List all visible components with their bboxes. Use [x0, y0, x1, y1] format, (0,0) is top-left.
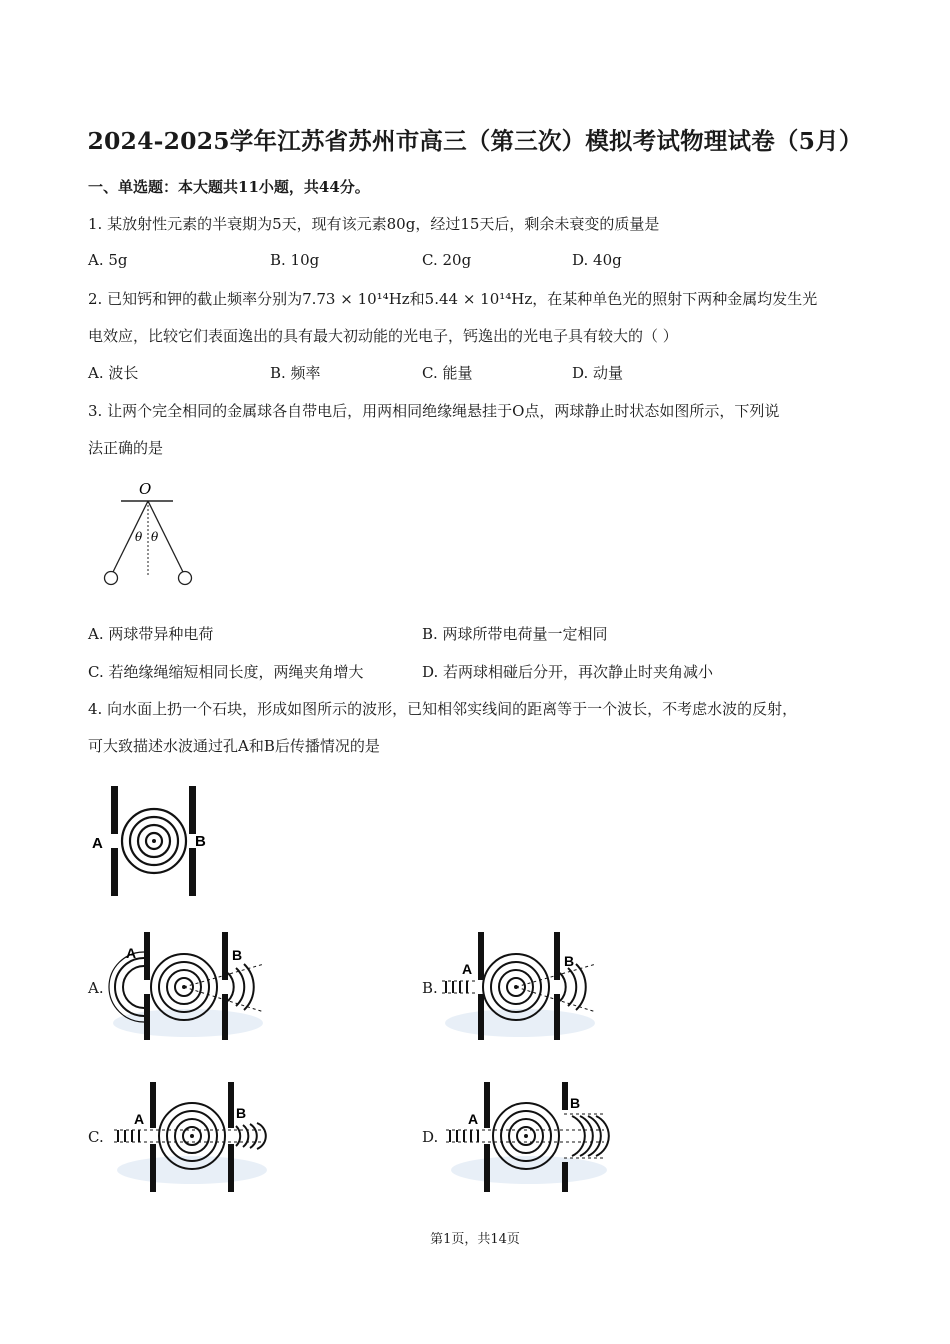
pendulum-figure: [95, 478, 205, 593]
option-a-figure: [108, 928, 268, 1043]
option-c-hole-b-label: B: [236, 1105, 247, 1121]
angle-label-right: θ: [151, 530, 159, 544]
q3-option-c: C. 若绝缘绳缩短相同长度，两绳夹角增大: [88, 663, 364, 681]
question-1-stem: 1. 某放射性元素的半衰期为5天，现有该元素80g，经过15天后，剩余未衰变的质量是: [88, 215, 660, 233]
q3-option-a: A. 两球带异种电荷: [88, 625, 214, 643]
option-b-hole-b-label: B: [564, 953, 575, 969]
barrier-left-top: [111, 786, 118, 834]
pendulum-point-label: O: [139, 480, 152, 498]
hole-b-label: B: [195, 833, 206, 850]
q3-option-d: D. 若两球相碰后分开，再次静止时夹角减小: [422, 663, 714, 681]
option-a-hole-a-label: A: [126, 945, 137, 961]
page-title: 2024-2025学年江苏省苏州市高三（第三次）模拟考试物理试卷（5月）: [87, 127, 863, 155]
left-ball: [105, 572, 118, 585]
question-4-stem-line1: 4. 向水面上扔一个石块，形成如图所示的波形，已知相邻实线间的距离等于一个波长，不考虑水波的反射，: [88, 700, 798, 718]
q1-option-b: B. 10g: [270, 251, 320, 269]
wave-main-figure: [88, 782, 218, 900]
q1-option-d: D. 40g: [572, 251, 622, 269]
option-b-figure: [440, 928, 600, 1043]
question-2-stem-line2: 电效应，比较它们表面逸出的具有最大初动能的光电子，钙逸出的光电子具有较大的（ ）: [88, 327, 678, 345]
option-b-hole-a-label: A: [462, 961, 473, 977]
option-a-hole-b-label: B: [232, 947, 243, 963]
wave-source: [152, 839, 156, 843]
left-string: [113, 501, 148, 572]
right-ball: [179, 572, 192, 585]
option-c-hole-a-label: A: [134, 1111, 145, 1127]
barrier-right-top: [189, 786, 196, 834]
q1-option-c: C. 20g: [422, 251, 472, 269]
question-2-stem-line1: 2. 已知钙和钾的截止频率分别为7.73 × 10¹⁴Hz和5.44 × 10¹⁴Hz，在某种单色光的照射下两种金属均发生光: [88, 290, 818, 308]
angle-label-left: θ: [135, 530, 143, 544]
section-heading: 一、单选题：本大题共11小题，共44分。: [88, 178, 370, 196]
q2-option-b: B. 频率: [270, 364, 321, 382]
q2-option-a: A. 波长: [88, 364, 139, 382]
option-d-figure: [444, 1078, 614, 1196]
option-d-hole-b-label: B: [570, 1095, 581, 1111]
q2-option-d: D. 动量: [572, 364, 624, 382]
barrier-right-bottom: [189, 848, 196, 896]
option-d-hole-a-label: A: [468, 1111, 479, 1127]
q4-option-c-label: C.: [88, 1128, 104, 1146]
option-c-figure: [112, 1078, 272, 1196]
question-3-stem-line2: 法正确的是: [88, 439, 164, 457]
q4-option-b-label: B.: [422, 979, 438, 997]
q4-option-a-label: A.: [88, 979, 104, 997]
question-3-stem-line1: 3. 让两个完全相同的金属球各自带电后，用两相同绝缘绳悬挂于O点，两球静止时状态如图所示，下列说: [88, 402, 780, 420]
q2-option-c: C. 能量: [422, 364, 473, 382]
q3-option-b: B. 两球所带电荷量一定相同: [422, 625, 608, 643]
page-footer: 第1页，共14页: [430, 1232, 520, 1247]
hole-a-label: A: [92, 835, 103, 852]
q4-option-d-label: D.: [422, 1128, 439, 1146]
question-4-stem-line2: 可大致描述水波通过孔A和B后传播情况的是: [88, 737, 380, 755]
q1-option-a: A. 5g: [88, 251, 128, 269]
barrier-left-bottom: [111, 848, 118, 896]
